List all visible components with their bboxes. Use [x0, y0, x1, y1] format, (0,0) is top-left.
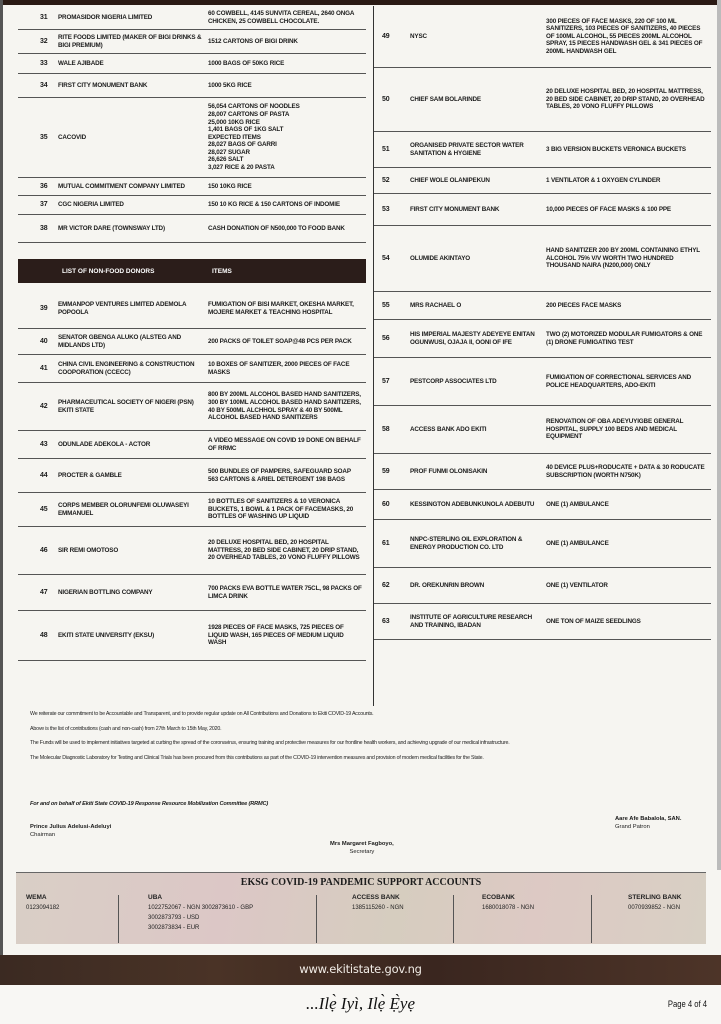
- table-row: [374, 490, 711, 520]
- note-funds-use: The Funds will be used to implement initiatives targeted at curbing the spread of the coronavirus, ensuring training and protective measures for our frontline health workers, and achieving upgrade of our medical infrastructure.: [30, 740, 510, 746]
- donated-items: 10 BOXES OF SANITIZER, 2000 PIECES OF FACE MASKS: [208, 360, 350, 376]
- website-link[interactable]: www.ekitistate.gov.ng: [299, 962, 422, 976]
- row-number: 35: [40, 133, 48, 141]
- donor-name: CHIEF WOLE OLANIPEKUN: [410, 176, 490, 184]
- footer-strip: [0, 985, 721, 1024]
- donor-name: PROMASIDOR NIGERIA LIMITED: [58, 13, 153, 21]
- note-commitment: We reiterate our commitment to be Accountable and Transparent, and to provide regular update on All Contributions and Donations to Ekiti COVID-19 Accounts.: [30, 711, 374, 717]
- table-row: [18, 459, 366, 493]
- table-row: [374, 6, 711, 68]
- row-number: 47: [40, 588, 48, 596]
- donated-items: 20 DELUXE HOSPITAL BED, 20 HOSPITAL MATTRESS, 20 BED SIDE CABINET, 20 DRIP STAND, 20 OVERHEAD TABLES, 20 VONO FLUFFY PILLOWS: [208, 539, 360, 562]
- item-line: 28,007 CARTONS OF PASTA: [208, 110, 290, 118]
- donated-items: ONE (1) VENTILATOR: [546, 581, 608, 589]
- left-column: [18, 6, 366, 661]
- donated-items: 20 DELUXE HOSPITAL BED, 20 HOSPITAL MATTRESS, 20 BED SIDE CABINET, 20 DRIP STAND, 20 OVERHEAD TABLES, 20 VONO FLUFFY PILLOWS: [546, 88, 705, 111]
- non-food-donors-table-left: [18, 289, 366, 661]
- account-ecobank: [482, 893, 534, 913]
- table-row: [18, 611, 366, 661]
- donated-items: 150 10KG RICE: [208, 182, 252, 190]
- table-row: [374, 520, 711, 568]
- table-row: [374, 454, 711, 490]
- bank-name: ECOBANK: [482, 894, 515, 901]
- on-behalf-line: For and on behalf of Ekiti State COVID-19 Response Resource Mobilization Committee (RRMC): [30, 801, 269, 807]
- notes-section: [30, 711, 710, 769]
- donated-items: 1000 BAGS OF 50KG RICE: [208, 59, 285, 67]
- table-row: [18, 575, 366, 611]
- donor-name: CORPS MEMBER OLORUNFEMI OLUWASEYI EMMANUEL: [58, 501, 189, 517]
- row-number: 61: [382, 539, 390, 547]
- item-line: 1,401 BAGS OF 1KG SALT: [208, 126, 284, 134]
- donor-name: MRS RACHAEL O: [410, 301, 462, 309]
- table-row: [18, 98, 366, 178]
- account-access-bank: [352, 893, 404, 913]
- donor-name: PROF FUNMI OLONISAKIN: [410, 467, 488, 475]
- row-number: 34: [40, 81, 48, 89]
- donated-items: FUMIGATION OF BISI MARKET, OKESHA MARKET, MOJERE MARKET & TEACHING HOSPITAL: [208, 300, 354, 316]
- donated-items: 200 PACKS OF TOILET SOAP@48 PCS PER PACK: [208, 337, 352, 345]
- secretary-name: Mrs Margaret Fagboyo,: [330, 841, 394, 847]
- header-donor-col: LIST OF NON-FOOD DONORS: [62, 267, 155, 275]
- table-row: [18, 54, 366, 74]
- row-number: 54: [382, 254, 390, 262]
- row-number: 39: [40, 304, 48, 312]
- row-number: 51: [382, 145, 390, 153]
- divider: [118, 895, 119, 943]
- item-line: 3,027 RICE & 20 PASTA: [208, 164, 275, 172]
- table-row: [18, 383, 366, 431]
- donor-name: ODUNLADE ADEKOLA - ACTOR: [58, 440, 151, 448]
- donated-items: 700 PACKS EVA BOTTLE WATER 75CL, 98 PACKS OF LIMCA DRINK: [208, 584, 362, 600]
- donor-name: MUTUAL COMMITMENT COMPANY LIMITED: [58, 182, 185, 190]
- donor-name: MR VICTOR DARE (TOWNSWAY LTD): [58, 224, 165, 232]
- food-donors-table: [18, 6, 366, 243]
- row-number: 43: [40, 440, 48, 448]
- donated-items: 1000 5KG RICE: [208, 81, 252, 89]
- non-food-donors-table-right: [374, 6, 711, 640]
- bank-name: STERLING BANK: [628, 894, 682, 901]
- donated-items: HAND SANITIZER 200 BY 200ML CONTAINING ETHYL ALCOHOL 75% V/V WORTH TWO HUNDRED THOUSAND NAIRA (N200,000) ONLY: [546, 247, 700, 270]
- table-row: [18, 74, 366, 98]
- account-number: 1680018078 - NGN: [482, 905, 535, 911]
- table-row: [18, 289, 366, 329]
- donated-items: FUMIGATION OF CORRECTIONAL SERVICES AND POLICE HEADQUARTERS, ADO-EKITI: [546, 373, 692, 389]
- donated-items: 40 DEVICE PLUS+RODUCATE + DATA & 30 RODUCATE SUBSCRIPTION (WORTH N750K): [546, 463, 705, 479]
- row-number: 62: [382, 581, 390, 589]
- account-number: 1385115260 - NGN: [352, 905, 404, 911]
- table-row: [374, 604, 711, 640]
- donor-name: NIGERIAN BOTTLING COMPANY: [58, 588, 153, 596]
- table-row: [374, 292, 711, 320]
- donor-name: FIRST CITY MONUMENT BANK: [410, 205, 500, 213]
- donor-name: RITE FOODS LIMITED (MAKER OF BIGI DRINKS & BIGI PREMIUM): [58, 33, 202, 49]
- table-row: [18, 431, 366, 459]
- donated-items: 10,000 PIECES OF FACE MASKS & 100 PPE: [546, 205, 671, 213]
- donor-name: WALE AJIBADE: [58, 59, 104, 67]
- signature-secretary: [330, 840, 394, 856]
- bank-name: ACCESS BANK: [352, 894, 400, 901]
- donated-items: ONE TON OF MAIZE SEEDLINGS: [546, 617, 641, 625]
- table-row: [18, 527, 366, 575]
- account-number: 0123094182: [26, 905, 60, 911]
- donor-name: HIS IMPERIAL MAJESTY ADEYEYE ENITAN OGUNWUSI, OJAJA II, OONI OF IFE: [410, 330, 535, 346]
- note-laboratory: The Molecular Diagnostic Laboratory for Testing and Clinical Trials has been procured from this contributions as part of the COVID-19 intervention measures and provision of modern medical facilities for the State.: [30, 754, 484, 761]
- row-number: 60: [382, 500, 390, 508]
- top-border: [0, 0, 721, 5]
- row-number: 36: [40, 182, 48, 190]
- donor-name: INSTITUTE OF AGRICULTURE RESEARCH AND TRAINING, IBADAN: [410, 613, 533, 629]
- row-number: 58: [382, 425, 390, 433]
- donor-name: PHARMACEUTICAL SOCIETY OF NIGERI (PSN) EKITI STATE: [58, 398, 194, 414]
- donor-name: FIRST CITY MONUMENT BANK: [58, 81, 148, 89]
- table-row: [18, 178, 366, 196]
- table-row: [18, 493, 366, 527]
- table-row: [374, 358, 711, 406]
- item-line: 56,054 CARTONS OF NOODLES: [208, 103, 300, 111]
- donated-items: 60 COWBELL, 4145 SUNVITA CEREAL, 2640 ONGA CHICKEN, 25 COWBELL CHOCOLATE.: [208, 9, 355, 25]
- patron-role: Grand Patron: [615, 824, 650, 830]
- donor-name: CACOVID: [58, 133, 86, 141]
- left-edge-shadow: [0, 0, 3, 1024]
- table-row: [374, 568, 711, 604]
- donor-name: NYSC: [410, 32, 427, 40]
- row-number: 41: [40, 364, 48, 372]
- donated-items: 1512 CARTONS OF BIGI DRINK: [208, 37, 298, 45]
- account-wema: [26, 893, 59, 913]
- account-uba: [148, 893, 253, 933]
- table-row: [18, 329, 366, 355]
- donated-items: 200 PIECES FACE MASKS: [546, 301, 622, 309]
- row-number: 32: [40, 37, 48, 45]
- donated-items: 10 BOTTLES OF SANITIZERS & 10 VERONICA BUCKETS, 1 BOWL & 1 PACK OF FACEMASKS, 20 BOTTLES OF WASHING UP LIQUID: [208, 498, 354, 521]
- table-row: [374, 68, 711, 132]
- donated-items: [208, 103, 366, 171]
- row-number: 55: [382, 301, 390, 309]
- donated-items: ONE (1) AMBULANCE: [546, 539, 609, 547]
- account-number: 3002873793 - USD: [148, 915, 200, 921]
- table-row: [374, 168, 711, 194]
- row-number: 44: [40, 471, 48, 479]
- donor-name: CHINA CIVIL ENGINEERING & CONSTRUCTION COOPORATION (CCECC): [58, 360, 195, 376]
- row-number: 33: [40, 59, 48, 67]
- donated-items: 300 PIECES OF FACE MASKS, 220 OF 100 ML SANITIZERS, 103 PIECES OF SANITIZERS, 40 PIECES OF 100ML ALCOHOL, 55 PIECES 200ML ALCOHOL SPRAY, 15 PIECES HANDWASH GEL & 341 PIECES OF 200ML HANDWASH GEL: [546, 17, 703, 55]
- donor-name: DR. OREKUNRIN BROWN: [410, 581, 485, 589]
- row-number: 48: [40, 631, 48, 639]
- chairman-role: Chairman: [30, 832, 56, 838]
- row-number: 59: [382, 467, 390, 475]
- divider: [316, 895, 317, 943]
- donated-items: 1 VENTILATOR & 1 OXYGEN CYLINDER: [546, 176, 661, 184]
- item-line: 26,626 SALT: [208, 156, 244, 164]
- row-number: 40: [40, 337, 48, 345]
- donated-items: TWO (2) MOTORIZED MODULAR FUMIGATORS & ONE (1) DRONE FUMIGATING TEST: [546, 330, 703, 346]
- row-number: 52: [382, 176, 390, 184]
- item-line: 28,027 SUGAR: [208, 148, 250, 156]
- donor-name: OLUMIDE AKINTAYO: [410, 254, 470, 262]
- row-number: 56: [382, 334, 390, 342]
- donor-name: PESTCORP ASSOCIATES LTD: [410, 377, 497, 385]
- row-number: 45: [40, 505, 48, 513]
- row-number: 49: [382, 32, 390, 40]
- patron-name: Aare Afe Babalola, SAN.: [615, 816, 682, 822]
- donor-name: ORGANISED PRIVATE SECTOR WATER SANITATION & HYGIENE: [410, 141, 524, 157]
- account-number: 0070939852 - NGN: [628, 905, 681, 911]
- donor-name: EMMANPOP VENTURES LIMITED ADEMOLA POPOOLA: [58, 300, 187, 316]
- row-number: 42: [40, 402, 48, 410]
- signature-patron: [615, 815, 681, 831]
- divider: [453, 895, 454, 943]
- signature-chairman: [30, 823, 111, 839]
- donor-name: SENATOR GBENGA ALUKO (ALSTEG AND MIDLANDS LTD): [58, 333, 182, 349]
- row-number: 57: [382, 377, 390, 385]
- row-number: 37: [40, 201, 48, 209]
- footer-band: [0, 955, 721, 985]
- account-number: 1022752067 - NGN 3002873610 - GBP: [148, 905, 254, 911]
- table-row: [374, 226, 711, 292]
- donor-name: SIR REMI OMOTOSO: [58, 546, 119, 554]
- donor-name: CGC NIGERIA LIMITED: [58, 201, 124, 209]
- donor-name: KESSINGTON ADEBUNKUNOLA ADEBUTU: [410, 500, 535, 508]
- donated-items: 500 BUNDLES OF PAMPERS, SAFEGUARD SOAP 563 CARTONS & ARIEL DETERGENT 198 BAGS: [208, 467, 351, 483]
- bank-name: WEMA: [26, 894, 47, 901]
- table-row: [18, 6, 366, 30]
- table-row: [374, 406, 711, 454]
- donor-name: NNPC-STERLING OIL EXPLORATION & ENERGY PRODUCTION CO. LTD: [410, 535, 523, 551]
- row-number: 50: [382, 95, 390, 103]
- donated-items: 150 10 KG RICE & 150 CARTONS OF INDOMIE: [208, 201, 340, 209]
- divider: [591, 895, 592, 943]
- donor-name: CHIEF SAM BOLARINDE: [410, 95, 481, 103]
- chairman-name: Prince Julius Adelusi-Adeluyi: [30, 824, 112, 830]
- donated-items: RENOVATION OF OBA ADEYUYIGBE GENERAL HOSPITAL, SUPPLY 100 BEDS AND MEDICAL EQUIPMENT: [546, 418, 684, 441]
- table-row: [374, 320, 711, 358]
- table-row: [18, 30, 366, 54]
- donated-items: 3 BIG VERSION BUCKETS VERONICA BUCKETS: [546, 145, 686, 153]
- table-row: [374, 132, 711, 168]
- accounts-title: EKSG COVID-19 PANDEMIC SUPPORT ACCOUNTS: [240, 877, 482, 888]
- row-number: 38: [40, 224, 48, 232]
- account-number: 3002873834 - EUR: [148, 925, 200, 931]
- donor-name: EKITI STATE UNIVERSITY (EKSU): [58, 631, 155, 639]
- donated-items: A VIDEO MESSAGE ON COVID 19 DONE ON BEHALF OF RRMC: [208, 436, 361, 452]
- donated-items: ONE (1) AMBULANCE: [546, 500, 609, 508]
- donor-name: ACCESS BANK ADO EKITI: [410, 425, 487, 433]
- donated-items: CASH DONATION OF N500,000 TO FOOD BANK: [208, 224, 345, 232]
- state-motto: ...Ilẹ̀ Iyì, Ilẹ̀ Ẹ̀yẹ: [305, 994, 415, 1013]
- item-line: 25,000 10KG RICE: [208, 118, 260, 126]
- account-sterling-bank: [628, 893, 681, 913]
- table-row: [374, 194, 711, 226]
- donated-items: 1928 PIECES OF FACE MASKS, 725 PIECES OF LIQUID WASH, 165 PIECES OF MEDIUM LIQUID WASH: [208, 624, 344, 647]
- table-row: [18, 196, 366, 215]
- row-number: 53: [382, 205, 390, 213]
- note-period: Above is the list of contributions (cash and non-cash) from 27th March to 15th May, 2020.: [30, 725, 222, 732]
- bank-name: UBA: [148, 894, 163, 901]
- right-edge-shadow: [717, 0, 721, 870]
- table-row: [18, 355, 366, 383]
- row-number: 46: [40, 546, 48, 554]
- right-column: [373, 6, 711, 706]
- page-number: Page 4 of 4: [667, 999, 707, 1009]
- item-line: 28,027 BAGS OF GARRI: [208, 141, 277, 149]
- row-number: 63: [382, 617, 390, 625]
- support-accounts-box: [16, 872, 706, 944]
- donated-items: 800 BY 200ML ALCOHOL BASED HAND SANITIZERS, 300 BY 100ML ALCOHOL BASED HAND SANITIZERS, 40 BY 500ML ALCHHOL SPRAY & 40 BY 500ML ALCOHOL BASED HAND SANITIZERS: [208, 391, 361, 422]
- row-number: 31: [40, 13, 48, 21]
- item-line: EXPECTED ITEMS: [208, 133, 261, 141]
- table-row: [18, 215, 366, 243]
- header-items-col: ITEMS: [212, 267, 232, 275]
- secretary-role: Secretary: [349, 849, 375, 855]
- non-food-donors-header: [18, 259, 366, 283]
- donor-name: PROCTER & GAMBLE: [58, 471, 122, 479]
